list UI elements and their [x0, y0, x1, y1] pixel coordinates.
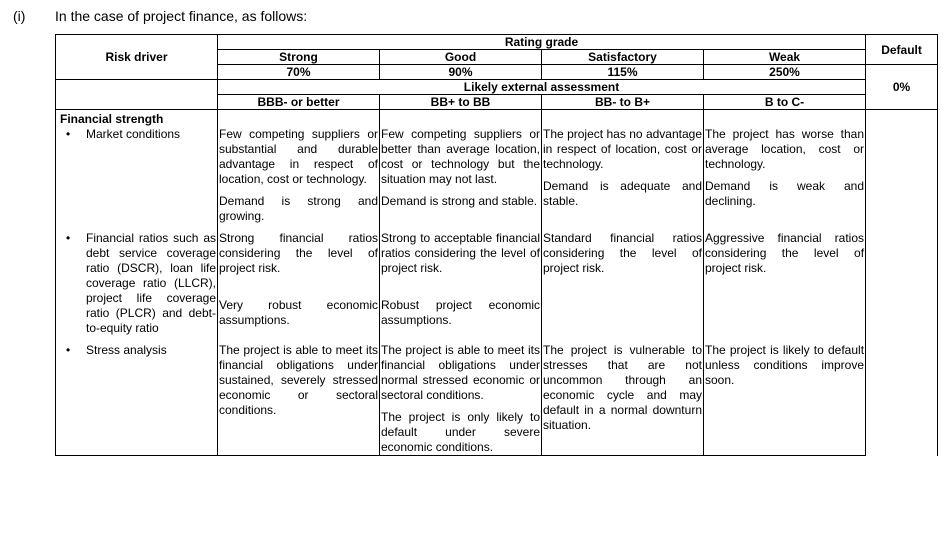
external-good: BB+ to BB: [380, 95, 542, 110]
satisfactory-stress-analysis: The project is vulnerable to stresses that are not uncommon through an economic cycle and may default in a normal downturn situation.: [542, 336, 704, 456]
weight-strong: 70%: [218, 65, 380, 80]
weak-market-conditions: The project has worse than average location, cost or technology. Demand is weak and declining.: [704, 127, 866, 224]
weight-good: 90%: [380, 65, 542, 80]
good-financial-ratios: Strong to acceptable financial ratios considering the level of project risk. Robust project economic assumptions.: [380, 224, 542, 336]
weak-stress-analysis: The project is likely to default unless conditions improve soon.: [704, 336, 866, 456]
driver-market-conditions: • Market conditions: [56, 127, 218, 224]
external-assessment-header: Likely external assessment: [218, 80, 866, 95]
strong-market-conditions: Few competing suppliers or substantial and durable advantage in respect of location, cost or technology. Demand is strong and growing.: [219, 127, 378, 223]
good-stress-analysis: The project is able to meet its financial obligations under normal stressed economic or sectoral conditions. The project is only likely to default under severe economic conditions.: [380, 336, 542, 456]
satisfactory-market-conditions: The project has no advantage in respect of location, cost or technology. Demand is adequate and stable.: [542, 127, 704, 224]
satisfactory-financial-ratios: Standard financial ratios considering the level of project risk.: [542, 224, 704, 336]
section-title: Financial strength: [56, 110, 218, 128]
driver-stress-analysis: • Stress analysis: [56, 336, 218, 456]
grade-weak: Weak: [704, 50, 866, 65]
bullet-icon: •: [66, 127, 71, 141]
grade-satisfactory: Satisfactory: [542, 50, 704, 65]
heading-number: (i): [13, 8, 26, 24]
good-market-conditions: Few competing suppliers or better than average location, cost or technology but the situation may not last. Demand is strong and stable.: [380, 127, 542, 224]
strong-financial-ratios: Strong financial ratios considering the level of project risk. Very robust economic assumptions.: [218, 224, 380, 336]
table-row: [56, 224, 938, 336]
table-row: [56, 127, 938, 224]
external-weak: B to C-: [704, 95, 866, 110]
grade-strong: Strong: [218, 50, 380, 65]
external-strong: BBB- or better: [218, 95, 380, 110]
risk-driver-header: Risk driver: [56, 35, 218, 80]
table-row: [56, 336, 938, 456]
table-body: [56, 110, 938, 456]
risk-driver-spacer: [56, 80, 218, 95]
table-header: [56, 35, 938, 110]
driver-financial-ratios: • Financial ratios such as debt service coverage ratio (DSCR), loan life coverage ratio (LLCR), project life coverage ratio (PLCR) and debt-to-equity ratio: [56, 224, 218, 336]
strong-stress-analysis: The project is able to meet its financial obligations under sustained, severely stressed economic or sectoral conditions.: [218, 336, 380, 456]
default-weight: 0%: [866, 65, 938, 110]
grade-good: Good: [380, 50, 542, 65]
weak-financial-ratios: Aggressive financial ratios considering the level of project risk.: [704, 224, 866, 336]
rating-grade-header: Rating grade: [218, 35, 866, 50]
weight-satisfactory: 115%: [542, 65, 704, 80]
heading-text: In the case of project finance, as follows:: [55, 8, 308, 24]
risk-driver-spacer-2: [56, 95, 218, 110]
weight-weak: 250%: [704, 65, 866, 80]
bullet-icon: •: [66, 343, 71, 357]
external-satisfactory: BB- to B+: [542, 95, 704, 110]
project-finance-table: [55, 34, 938, 456]
default-header: Default: [866, 35, 938, 65]
bullet-icon: •: [66, 231, 71, 245]
